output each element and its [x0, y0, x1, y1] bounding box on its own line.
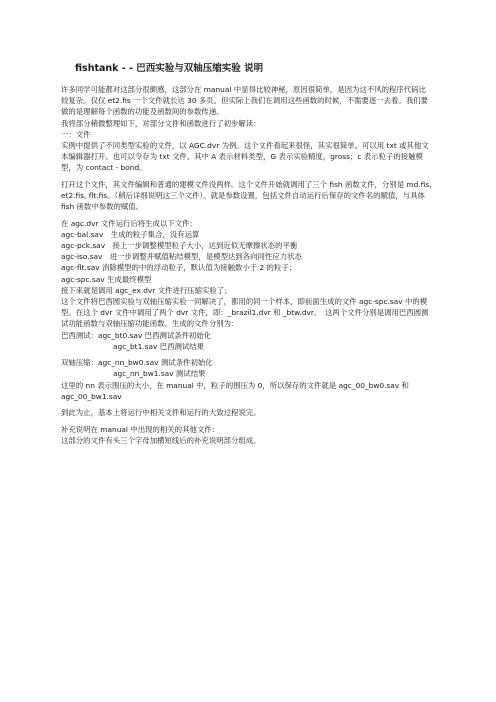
- paragraph: agc_nn_bw1.sav 测试结果: [113, 369, 206, 379]
- paragraph: agc-pck.sav 接上一步调整模型粒子大小，达到近似无摩擦状态的平衡: [61, 241, 298, 251]
- paragraph: agc-iso.sav 进一步调整并赋值粘结模型，是模型达到各向同性应力状态: [61, 252, 302, 262]
- paragraph: 双轴压缩：agc_nn_bw0.sav 测试条件初始化: [61, 358, 213, 368]
- document-title: fishtank - - 巴西实验与双轴压缩实验 说明: [75, 63, 264, 74]
- paragraph: 接下来就是调用 agc_ex.dvr 文件进行压缩实验了；: [61, 285, 232, 295]
- paragraph: 这里的 nn 表示围压的大小，在 manual 中，粒子的围压为 0，所以保存的文件就是 agc_00_bw0.sav 和 agc_00_bw1.sav: [61, 380, 409, 401]
- paragraph: agc-spc.sav 生成最终模型: [61, 274, 152, 284]
- paragraph: agc_bt1.sav 巴西测试结果: [113, 341, 205, 351]
- paragraph: 打开这个文件，其文件编辑和普通的建模文件没两样。这个文件开始就调用了三个 fish 函数文件，分别是 md.fis, et2.fis, flt.fis。（稍后详细说明这三个文件）。就是参数设置，包括文件自动运行后保存的文件名的赋值，与具体 fish 函数中参数的赋值。: [61, 179, 432, 212]
- paragraph: 到此为止，基本上将运行中相关文件和运行的大致过程说完。: [61, 408, 261, 418]
- document-body: [61, 84, 433, 446]
- paragraph: agc-bal.sav 生成的粒子集合，没有运算: [61, 229, 200, 239]
- paragraph: 在 agc.dvr 文件运行后将生成以下文件：: [61, 218, 197, 228]
- paragraph: 许多同学可能都对这部分很颇感，这部分在 manual 中显得比较神秘，原因很简单，是因为这不风的程序代码比较复杂。仅仅 et2.fis 一个文件就长达 30 多页。但实际上我们在调用这些函数的时候，不需要逐一去看。我们要做的是理解每个函数的功能及函数间的参数传递。: [61, 85, 428, 117]
- paragraph: agc-flt.sav 消除模型的中的浮动粒子，默认值为接触数小于 2 的粒子；: [61, 263, 297, 273]
- paragraph: 实例中提供了不同类型实验的文件，以 AGC.dvr 为例。这个文件看起来很怪，其实很简单。可以用 txt 或其他文本编辑器打开。也可以令存为 txt 文件。其中 A 表示材料类型，G 表示实验精度，gross；c 表示粒子的接触模型，为 contact - bond。: [61, 141, 429, 173]
- paragraph: 这部分的文件有头三个字母加横短线后的补充说明部分组成。: [61, 435, 261, 445]
- paragraph: 我将部分稍微整理如下，对部分文件和函数进行了初步解读：: [61, 118, 261, 128]
- paragraph: 一：文件: [61, 129, 91, 139]
- paragraph: 补充说明在 manual 中出现的相关的其他文件：: [61, 424, 220, 434]
- paragraph: 巴西测试：agc_bt0.sav 巴西测试条件初始化: [61, 330, 212, 340]
- paragraph: 这个文件将巴西圆实验与双轴压缩实验一同解决了，都用的同一个样本，即前面生成的文件 agc-spc.sav 中的模型。在这个 dvr 文件中调用了两个 dvr 文件，即：_brazil1.dvr 和 _btw.dvr。 这两个文件分别是调用巴西圆测试功能函数与双轴压缩功能函数。生成的文件分别为：: [61, 297, 429, 329]
